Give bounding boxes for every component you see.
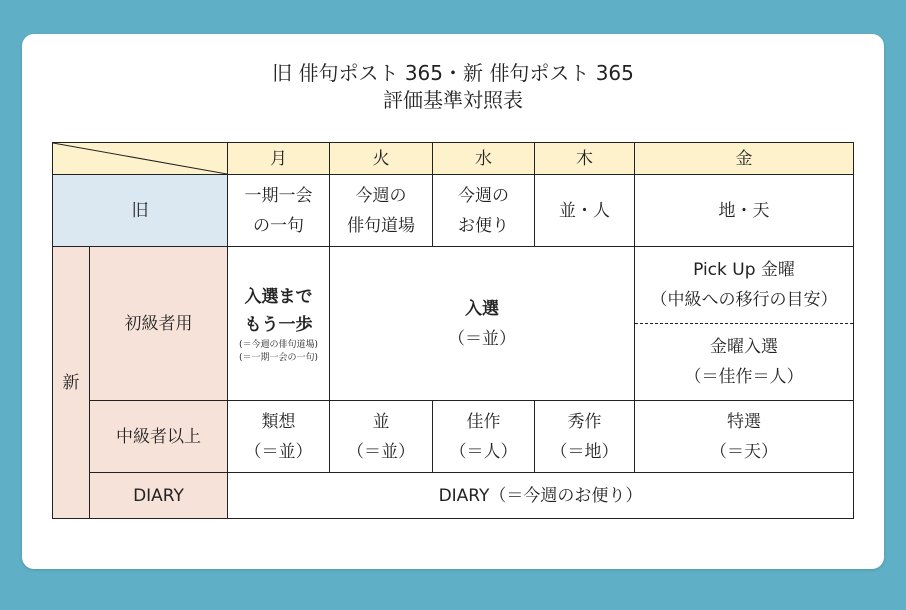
- diagonal-line: [53, 143, 227, 174]
- intermediate-thu-cell: [535, 401, 635, 473]
- header-row: [53, 143, 854, 175]
- old-wed-line2: お便り: [458, 215, 509, 236]
- day-header-tue: 火: [330, 143, 433, 175]
- intermediate-tue-line1: 並: [372, 411, 390, 432]
- beginner-row: [53, 247, 854, 401]
- beginner-mid-cell: [330, 247, 635, 401]
- intermediate-tue-line2: （＝並）: [347, 441, 415, 462]
- title-line-1: 旧 俳句ポスト 365・新 俳句ポスト 365: [272, 61, 634, 85]
- day-header-wed: 水: [433, 143, 535, 175]
- intermediate-mon-line2: （＝並）: [244, 441, 313, 462]
- old-tue-line2: 俳句道場: [347, 215, 415, 236]
- page-title: [22, 60, 884, 114]
- diary-row: [53, 473, 854, 519]
- intermediate-fri-line1: 特選: [727, 411, 761, 432]
- intermediate-label: 中級者以上: [90, 401, 228, 473]
- old-wed-line1: 今週の: [458, 185, 509, 206]
- beginner-mon-line1: 入選まで: [244, 286, 313, 307]
- old-mon-cell: [228, 175, 330, 247]
- intermediate-thu-line1: 秀作: [567, 411, 602, 432]
- intermediate-mon-cell: [228, 401, 330, 473]
- corner-cell: [53, 143, 228, 175]
- old-wed-cell: [433, 175, 535, 247]
- friday-selection-line2: （＝佳作＝人）: [684, 367, 804, 387]
- friday-selection-line1: 金曜入選: [710, 337, 778, 357]
- old-mon-line2: の一句: [253, 215, 304, 236]
- day-header-mon: 月: [228, 143, 330, 175]
- beginner-mon-cell: [228, 247, 330, 401]
- title-line-2: 評価基準対照表: [383, 88, 523, 112]
- friday-selection-block: [635, 324, 853, 400]
- old-row: [53, 175, 854, 247]
- beginner-fri-cell: [635, 247, 854, 401]
- intermediate-fri-line2: （＝天）: [710, 441, 778, 462]
- old-tue-cell: [330, 175, 433, 247]
- beginner-mon-note1: (＝今週の俳句道場): [238, 339, 319, 350]
- old-tue-line1: 今週の: [355, 185, 407, 206]
- diary-label: DIARY: [90, 473, 228, 519]
- intermediate-wed-line1: 佳作: [466, 411, 501, 432]
- intermediate-thu-line2: （＝地）: [550, 441, 619, 462]
- intermediate-wed-cell: [433, 401, 535, 473]
- day-header-fri: 金: [635, 143, 854, 175]
- old-mon-line1: 一期一会: [244, 185, 313, 206]
- pickup-line1: Pick Up 金曜: [693, 260, 795, 280]
- comparison-table: [52, 142, 854, 519]
- beginner-mon-line2: もう一歩: [244, 314, 313, 335]
- pickup-block: [635, 247, 853, 324]
- beginner-mid-line1: 入選: [465, 298, 499, 319]
- beginner-mid-line2: （＝並）: [448, 328, 516, 349]
- intermediate-tue-cell: [330, 401, 433, 473]
- old-label: 旧: [53, 175, 228, 247]
- pickup-line2: （中級への移行の目安）: [650, 290, 838, 310]
- diary-value: DIARY（＝今週のお便り）: [228, 473, 854, 519]
- intermediate-row: [53, 401, 854, 473]
- old-fri-cell: 地・天: [635, 175, 854, 247]
- intermediate-fri-cell: [635, 401, 854, 473]
- beginner-label: 初級者用: [90, 247, 228, 401]
- intermediate-wed-line2: （＝人）: [449, 441, 518, 462]
- beginner-mon-note2: (＝一期一会の一句): [238, 352, 319, 363]
- new-label: 新: [53, 247, 90, 519]
- old-thu-cell: 並・人: [535, 175, 635, 247]
- day-header-thu: 木: [535, 143, 635, 175]
- intermediate-mon-line1: 類想: [261, 411, 296, 432]
